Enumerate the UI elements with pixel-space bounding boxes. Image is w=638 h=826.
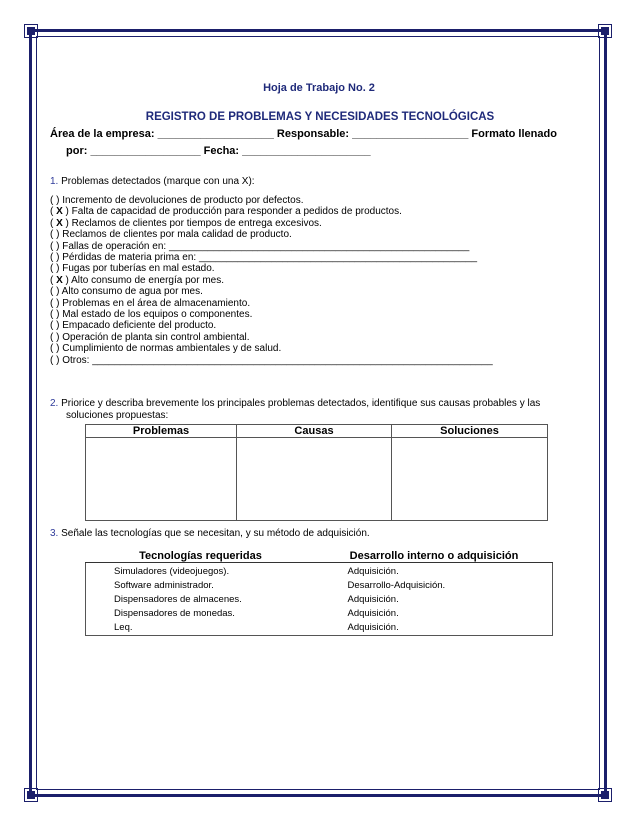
problem-item-text: Reclamos de clientes por tiempos de entrega excesivos. [71,217,322,229]
problems-cell[interactable] [86,438,237,521]
problem-item [50,298,493,309]
checkbox-close-paren: ) [56,240,63,252]
acquisition-method-cell: Adquisición. [316,607,553,621]
question-2-text-line-2: soluciones propuestas: [66,410,169,421]
column-header-solutions: Soluciones [392,425,548,438]
checkbox-open-paren: ( [50,343,57,355]
problem-item-text: Reclamos de clientes por mala calidad de producto. [62,229,292,241]
checkbox-close-paren: ) [62,274,72,286]
problem-item-text: Otros: ________________________________________________________________________ [62,354,493,366]
checkbox-open-paren: ( [50,354,57,366]
question-2-text-line-1: Priorice y describa brevemente los principales problemas detectados, identifique sus causas probables y las [61,398,541,409]
problem-item [50,332,493,343]
problem-item [50,252,493,263]
solutions-cell[interactable] [392,438,548,521]
checkbox-open-paren: ( [50,331,57,343]
table-row [86,579,553,593]
corner-ornament-top-left [22,22,40,40]
checkbox-close-paren: ) [56,354,63,366]
problem-item [50,286,493,297]
checkbox-mark[interactable]: X [56,274,63,286]
problem-item-text: Problemas en el área de almacenamiento. [62,297,251,309]
problem-checklist [50,195,493,366]
acquisition-method-cell: Adquisición. [316,593,553,607]
problem-item [50,206,493,217]
question-1 [50,176,255,187]
checkbox-close-paren: ) [56,252,63,264]
technologies-table [85,550,553,636]
table-row [86,593,553,607]
acquisition-method-cell: Adquisición. [316,563,553,580]
checkbox-open-paren: ( [50,274,57,286]
checkbox-open-paren: ( [50,320,57,332]
checkbox-open-paren: ( [50,217,57,229]
technology-cell: Dispensadores de monedas. [86,607,316,621]
problem-item [50,263,493,274]
problem-item-text: Falta de capacidad de producción para responder a pedidos de productos. [71,206,402,218]
problem-item [50,343,493,354]
column-header-technologies: Tecnologías requeridas [86,550,316,563]
causes-cell[interactable] [237,438,392,521]
column-header-causes: Causas [237,425,392,438]
checkbox-close-paren: ) [56,297,63,309]
problem-item [50,229,493,240]
checkbox-open-paren: ( [50,240,57,252]
problem-item [50,195,493,206]
problem-item-text: Alto consumo de energía por mes. [71,274,224,286]
checkbox-close-paren: ) [56,286,62,298]
table-row [86,621,553,636]
technology-cell: Simuladores (videojuegos). [86,563,316,580]
checkbox-close-paren: ) [56,331,63,343]
problem-item [50,218,493,229]
problem-item-text: Fallas de operación en: ______________________________________________________ [62,240,470,252]
problem-item-text: Mal estado de los equipos o componentes. [62,309,253,321]
checkbox-open-paren: ( [50,195,57,206]
problem-item-text: Cumplimiento de normas ambientales y de salud. [62,343,282,355]
problem-item-text: Fugas por tuberías en mal estado. [62,263,215,275]
checkbox-mark[interactable]: X [56,217,63,229]
problem-item [50,241,493,252]
question-3-number: 3. [50,528,59,539]
acquisition-method-cell: Adquisición. [316,621,553,636]
problem-item [50,355,493,366]
column-header-acquisition: Desarrollo interno o adquisición [316,550,553,563]
question-3 [50,528,370,539]
checkbox-open-paren: ( [50,229,57,241]
table-row [86,607,553,621]
worksheet-title: Hoja de Trabajo No. 2 [263,82,375,94]
table-row [86,563,553,580]
checkbox-open-paren: ( [50,252,57,264]
technology-cell: Dispensadores de almacenes. [86,593,316,607]
problem-item [50,320,493,331]
checkbox-open-paren: ( [50,263,57,275]
problem-item-text: Operación de planta sin control ambiental. [62,331,250,343]
checkbox-close-paren: ) [56,343,63,355]
problem-item-text: Incremento de devoluciones de producto por defectos. [62,195,304,206]
question-3-text: Señale las tecnologías que se necesitan, y su método de adquisición. [61,528,370,539]
checkbox-open-paren: ( [50,286,57,298]
checkbox-close-paren: ) [56,309,63,321]
checkbox-open-paren: ( [50,309,57,321]
checkbox-close-paren: ) [56,229,63,241]
checkbox-close-paren: ) [62,206,72,218]
question-2 [50,398,540,409]
checkbox-mark[interactable]: X [56,206,63,218]
checkbox-open-paren: ( [50,206,57,218]
header-fields-line-2: por: __________________ Fecha: _____________________ [66,145,371,157]
worksheet-subtitle: REGISTRO DE PROBLEMAS Y NECESIDADES TECNOLÓGICAS [145,111,495,123]
technology-cell: Software administrador. [86,579,316,593]
question-1-number: 1. [50,176,59,187]
technology-cell: Leq. [86,621,316,636]
checkbox-close-paren: ) [56,195,63,206]
question-1-text: Problemas detectados (marque con una X): [61,176,255,187]
checkbox-open-paren: ( [50,297,57,309]
question-2-number: 2. [50,398,59,409]
corner-ornament-bottom-right [596,786,614,804]
checkbox-close-paren: ) [56,320,63,332]
column-header-problems: Problemas [86,425,237,438]
checkbox-close-paren: ) [62,217,72,229]
header-fields-line-1: Área de la empresa: ___________________ Responsable: ___________________ Formato llenado [50,128,557,140]
acquisition-method-cell: Desarrollo-Adquisición. [316,579,553,593]
problem-item [50,309,493,320]
problem-item-text: Empacado deficiente del producto. [62,320,217,332]
problem-item-text: Alto consumo de agua por mes. [61,286,203,298]
problem-item-text: Pérdidas de materia prima en: __________________________________________________ [62,252,478,264]
problem-item [50,275,493,286]
corner-ornament-bottom-left [22,786,40,804]
checkbox-close-paren: ) [56,263,63,275]
problems-causes-solutions-table [85,424,548,521]
corner-ornament-top-right [596,22,614,40]
